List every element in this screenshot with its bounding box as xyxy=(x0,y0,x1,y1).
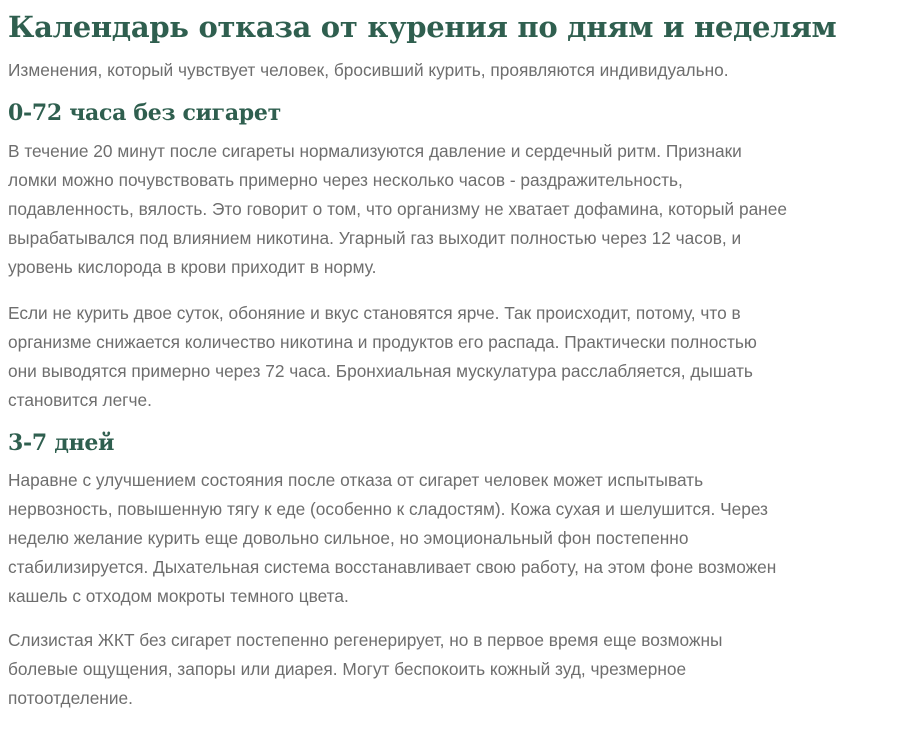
paragraph xyxy=(8,299,757,415)
section-heading-0-72h: 0-72 часа без сигарет xyxy=(8,100,281,126)
intro-text: Изменения, который чувствует человек, бросивший курить, проявляются индивидуально. xyxy=(8,60,729,80)
text-line: Слизистая ЖКТ без сигарет постепенно регенерирует, но в первое время еще возможны xyxy=(8,630,723,650)
text-line: вырабатывался под влиянием никотина. Угарный газ выходит полностью через 12 часов, и xyxy=(8,228,742,248)
text-line: неделю желание курить еще довольно сильное, но эмоциональный фон постепенно xyxy=(8,528,689,548)
text-line: стабилизируется. Дыхательная система восстанавливает свою работу, на этом фоне возможен xyxy=(8,557,777,577)
text-line: В течение 20 минут после сигареты нормализуются давление и сердечный ритм. Признаки xyxy=(8,141,742,161)
text-line: организме снижается количество никотина и продуктов его распада. Практически полностью xyxy=(8,332,757,352)
text-line: они выводятся примерно через 72 часа. Бронхиальная мускулатура расслабляется, дышать xyxy=(8,361,753,381)
text-line: потоотделение. xyxy=(8,688,133,708)
text-line: Наравне с улучшением состояния после отказа от сигарет человек может испытывать xyxy=(8,470,704,490)
page-title: Календарь отказа от курения по дням и неделям xyxy=(8,10,837,44)
text-line: нервозность, повышенную тягу к еде (особенно к сладостям). Кожа сухая и шелушится. Через xyxy=(8,499,768,519)
text-line: Если не курить двое суток, обоняние и вкус становятся ярче. Так происходит, потому, что в xyxy=(8,303,741,323)
text-line: подавленность, вялость. Это говорит о том, что организму не хватает дофамина, который ранее xyxy=(8,199,787,219)
paragraph xyxy=(8,466,776,611)
text-line: становится легче. xyxy=(8,390,152,410)
paragraph xyxy=(8,137,787,282)
text-line: кашель с отходом мокроты темного цвета. xyxy=(8,586,349,606)
text-line: болевые ощущения, запоры или диарея. Могут беспокоить кожный зуд, чрезмерное xyxy=(8,659,687,679)
paragraph xyxy=(8,626,722,713)
text-line: уровень кислорода в крови приходит в норму. xyxy=(8,257,377,277)
section-heading-3-7-days: 3-7 дней xyxy=(8,430,115,456)
text-line: ломки можно почувствовать примерно через несколько часов - раздражительность, xyxy=(8,170,683,190)
